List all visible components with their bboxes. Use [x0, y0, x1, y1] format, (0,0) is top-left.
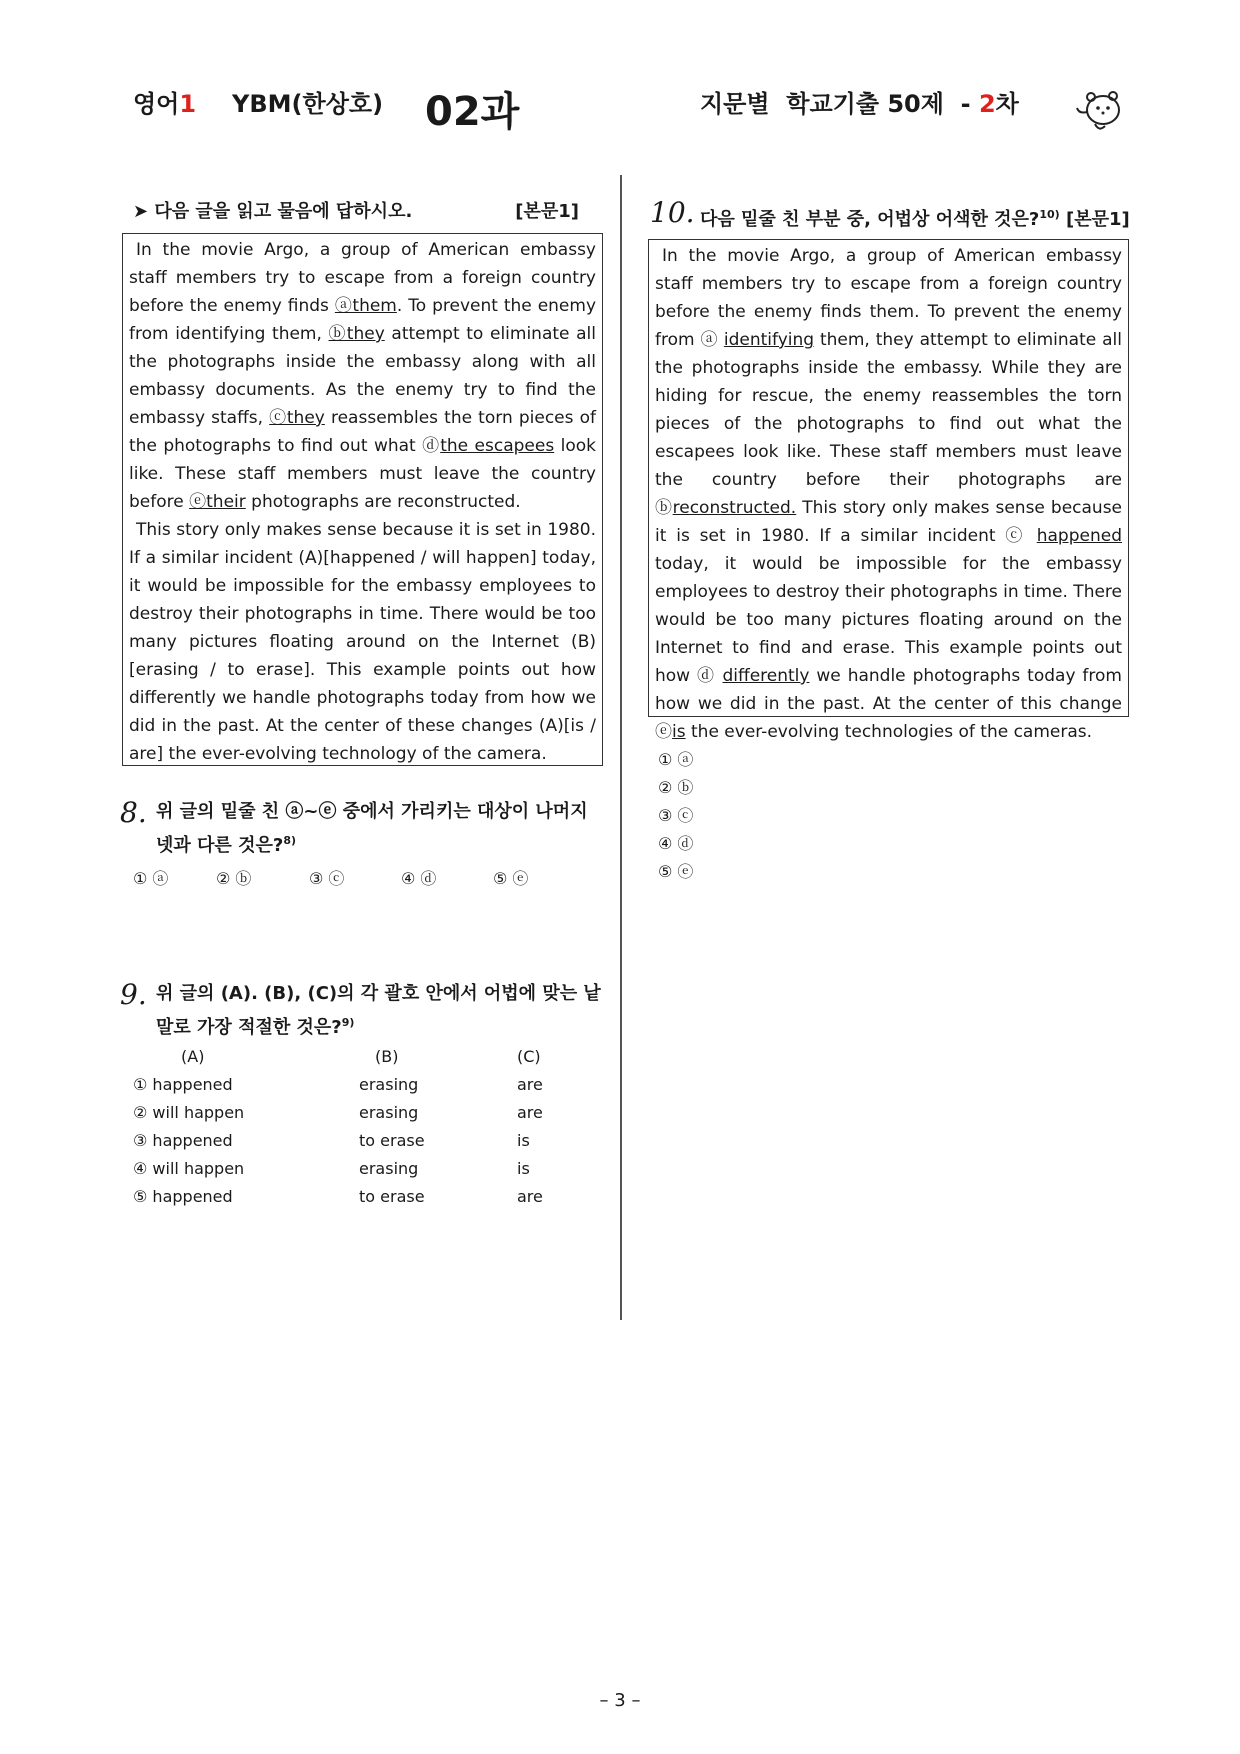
passage-text: look like. These staff members must leave the country before: [129, 436, 597, 512]
question-8-footnote: 8): [283, 834, 296, 847]
q9-cell: erasing: [359, 1103, 419, 1122]
instruction-text: ➤ 다음 글을 읽고 물음에 답하시오.: [133, 201, 413, 222]
q9-cell: to erase: [359, 1187, 425, 1206]
q10-option-4[interactable]: ④ ⓓ: [658, 834, 694, 853]
series-number: 2: [978, 90, 996, 118]
underlined-e: ⓔtheir: [189, 492, 246, 512]
q8-option-5[interactable]: ⑤ ⓔ: [493, 869, 529, 888]
underlined-b: ⓑthey: [328, 324, 385, 344]
publisher-title: YBM(한상호): [232, 90, 384, 118]
q10-option-2[interactable]: ② ⓑ: [658, 778, 694, 797]
q9-cell: are: [517, 1103, 543, 1122]
passage-text: them, they attempt to eliminate all the photographs inside the embassy. While they are hiding for rescue, the enemy reassembles the torn pieces of the photographs to find out what the escapees look like. These staff members must leave the country before their photographs are ⓑ: [655, 330, 1122, 518]
q10-paragraph: [655, 242, 1122, 746]
underlined-c: happened: [1036, 526, 1122, 546]
q9-cell: erasing: [359, 1075, 419, 1094]
q10-option-5[interactable]: ⑤ ⓔ: [658, 862, 694, 881]
subject-label: 영어: [133, 90, 180, 118]
q9-cell: erasing: [359, 1159, 419, 1178]
series-suffix: 차: [995, 90, 1019, 118]
q9-cell: ④ will happen: [133, 1159, 245, 1178]
q9-cell: ⑤ happened: [133, 1187, 233, 1206]
q9-cell: is: [517, 1131, 530, 1150]
passage-text: photographs are reconstructed.: [245, 492, 521, 512]
q9-header-c: (C): [517, 1047, 541, 1066]
underlined-d: differently: [722, 666, 810, 686]
question-9-text: [156, 979, 602, 1042]
page-number: – 3 –: [599, 1690, 641, 1711]
mascot-icon: [1075, 86, 1125, 136]
q9-option-row[interactable]: [133, 1187, 577, 1215]
q9-cell: to erase: [359, 1131, 425, 1150]
q9-cell: ① happened: [133, 1075, 233, 1094]
question-9-stem: 위 글의 (A). (B), (C)의 각 괄호 안에서 어법에 맞는 낱말로 가장 적절한 것은?: [156, 983, 601, 1038]
section-tag: [본문1]: [515, 201, 579, 222]
q9-cell: ③ happened: [133, 1131, 233, 1150]
question-10-tag: [본문1]: [1065, 209, 1130, 230]
question-10-text: [700, 200, 1140, 234]
reading-passage: [122, 233, 603, 766]
q9-cell: are: [517, 1075, 543, 1094]
subject-number: 1: [179, 90, 197, 118]
underlined-b: reconstructed.: [672, 498, 797, 518]
passage-paragraph-2: This story only makes sense because it is set in 1980. If a similar incident (A)[happened / will happen] today, it would be impossible for the embassy employees to destroy their photographs in time. There would be too many pictures floating around on the Internet (B)[erasing / to erase]. This example points out how differently we handle photographs today from how we did in the past. At the center of these changes (A)[is / are] the ever-evolving technology of the camera.: [129, 520, 596, 764]
question-10-passage: [648, 239, 1129, 742]
column-divider: [620, 175, 622, 1320]
passage-text: This story only makes sense because it is set in 1980. If a similar incident ⓒ: [655, 498, 1123, 546]
q8-option-1[interactable]: ① ⓐ: [133, 869, 169, 888]
question-8-number: 8.: [120, 796, 147, 829]
subject-title: [133, 84, 196, 119]
q9-option-row[interactable]: [133, 1159, 577, 1187]
underlined-e: is: [672, 722, 686, 742]
passage-text: reassembles the torn pieces of the photographs to find out what: [129, 408, 596, 456]
q10-option-3[interactable]: ③ ⓒ: [658, 806, 694, 825]
question-8-stem: 위 글의 밑줄 친 ⓐ~ⓔ 중에서 가리키는 대상이 나머지 넷과 다른 것은?: [156, 801, 588, 856]
q9-cell: is: [517, 1159, 530, 1178]
passage-text: today, it would be impossible for the embassy employees to destroy their photographs in time. There would be too many pictures floating around on the Internet to find and erase. This example points out how ⓓ: [655, 554, 1122, 686]
underlined-c: ⓒthey: [269, 408, 325, 428]
q9-cell: ② will happen: [133, 1103, 245, 1122]
q9-option-row[interactable]: [133, 1103, 577, 1131]
q9-option-row[interactable]: [133, 1131, 577, 1159]
question-10-number: 10.: [650, 196, 695, 229]
question-10-footnote: 10): [1039, 208, 1060, 221]
passage-text: the ever-evolving technologies of the cameras.: [685, 722, 1093, 742]
q8-option-4[interactable]: ④ ⓓ: [401, 869, 437, 888]
question-10-stem: 다음 밑줄 친 부분 중, 어법상 어색한 것은?: [700, 209, 1040, 230]
q8-option-2[interactable]: ② ⓑ: [216, 869, 252, 888]
q9-option-row[interactable]: [133, 1075, 577, 1103]
question-9-footnote: 9): [341, 1016, 355, 1029]
series-label: 지문별 학교기출 50제 -: [700, 90, 971, 118]
marker-d: ⓓ: [422, 436, 441, 456]
series-title: [700, 84, 1019, 119]
underlined-d: the escapees: [440, 436, 555, 456]
section-instruction: [133, 197, 579, 223]
question-9-number: 9.: [120, 978, 147, 1011]
q9-cell: are: [517, 1187, 543, 1206]
q9-header-row: [133, 1047, 577, 1075]
passage-text: In the movie Argo, a group of American embassy staff members try to escape from a foreign country before the enemy finds: [129, 240, 596, 316]
passage-text: In the movie Argo, a group of American embassy staff members try to escape from a foreign country before the enemy finds them. To prevent the enemy from ⓐ: [655, 246, 1122, 350]
lesson-title: 02과: [425, 89, 520, 135]
q9-header-b: (B): [375, 1047, 399, 1066]
passage-text: . To prevent the enemy from identifying them,: [129, 296, 597, 344]
question-10-options: [658, 746, 693, 886]
passage-paragraph-1: [129, 236, 596, 516]
q9-header-a: (A): [181, 1047, 205, 1066]
underlined-a: ⓐthem: [334, 296, 397, 316]
underlined-a: identifying: [723, 330, 815, 350]
q10-option-1[interactable]: ① ⓐ: [658, 750, 694, 769]
passage-text: attempt to eliminate all the photographs inside the embassy along with all embassy documents. As the enemy try to find the embassy staffs,: [129, 324, 596, 428]
passage-text: we handle photographs today from how we did in the past. At the center of this change ⓔ: [655, 666, 1122, 742]
question-8-text: [156, 797, 602, 860]
question-9-options-table: [133, 1047, 577, 1215]
q8-option-3[interactable]: ③ ⓒ: [309, 869, 345, 888]
